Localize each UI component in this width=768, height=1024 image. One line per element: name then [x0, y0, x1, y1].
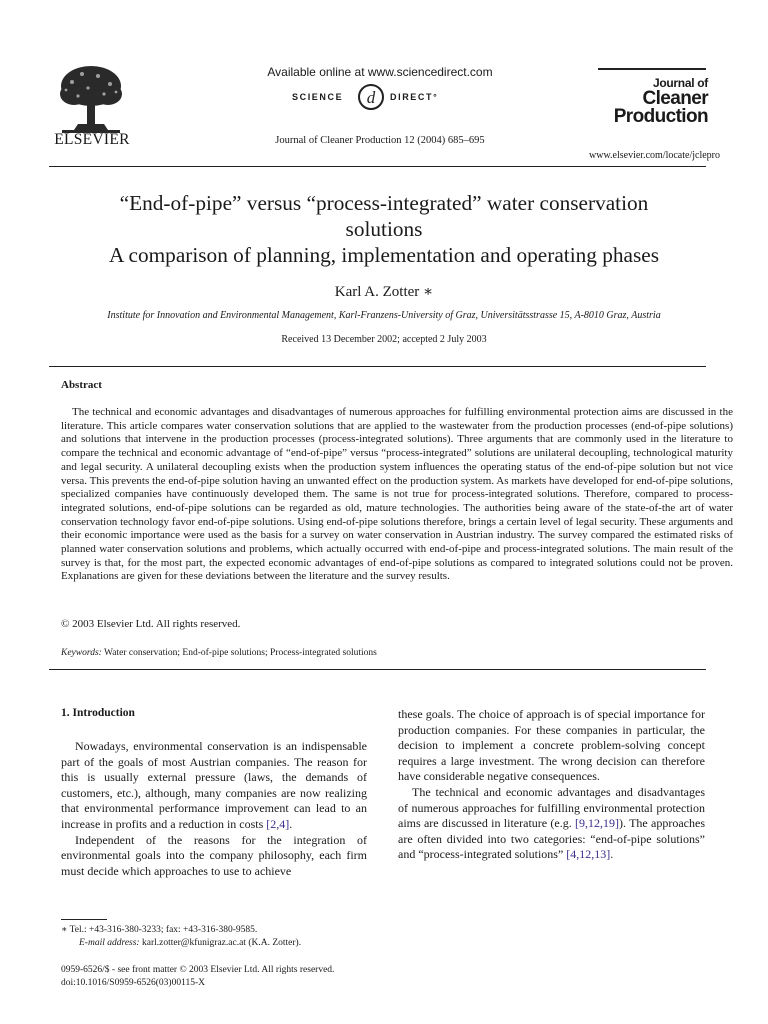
direct-word: DIRECT°	[390, 92, 439, 102]
author-name: Karl A. Zotter ∗	[334, 284, 434, 300]
journal-logo-rule	[598, 68, 706, 70]
intro-p3-text-c: .	[610, 847, 614, 862]
journal-logo-line-2: Cleaner	[642, 87, 708, 109]
footnote-tel-fax: ∗ Tel.: +43-316-380-3233; fax: +43-316-380-9585.	[61, 925, 258, 935]
email-label: E-mail address:	[79, 938, 140, 949]
header-divider	[49, 166, 706, 167]
journal-url-link[interactable]: www.elsevier.com/locate/jclepro	[589, 150, 720, 161]
author-footnote	[61, 924, 301, 950]
journal-logo	[596, 78, 708, 127]
right-column	[398, 707, 705, 863]
left-column	[61, 739, 367, 879]
intro-paragraph-2-continued: these goals. The choice of approach is of special importance for production companies. For these companies in particular, the decision to implement a concrete problem-solving concept requires a large investment. The wrong decision can therefore have considerable negative consequences.	[398, 707, 705, 784]
journal-logo-line-3: Production	[613, 106, 708, 128]
issn-copyright: 0959-6526/$ - see front matter © 2003 Elsevier Ltd. All rights reserved.	[61, 965, 335, 975]
intro-p3-text-b: ). The approaches are often divided into two categories: “end-of-pipe solutions” and “process-integrated solutions”	[398, 816, 705, 862]
abstract-copyright: © 2003 Elsevier Ltd. All rights reserved.	[61, 618, 241, 630]
keywords	[61, 648, 377, 658]
received-dates: Received 13 December 2002; accepted 2 July 2003	[281, 334, 487, 345]
doi-link[interactable]: doi:10.1016/S0959-6526(03)00115-X	[61, 978, 205, 989]
footnote-rule	[61, 919, 107, 920]
abstract-body: The technical and economic advantages and disadvantages of numerous approaches for fulfilling environmental protection aims are discussed in the literature. This article compares water conservation solutions that are applied to the wastewater from the production processes (end-of-pipe solutions) and solutions that intervene in the production processes (process-integrated solutions). Three arguments that are commonly used in the literature to compare the technical and economic advantage of “end-of-pipe” versus “process-integrated” solutions are unilateral decoupling, technological maturity and legal security. A unilateral decoupling exists when the production system influences the operating status of the end-of-pipe solution but not vice versa. This prevents the end-of-pipe solution having an unwanted effect on the production system. As markets have developed for end-of-pipe solutions, specialized companies have continuously developed them. The same is not true for process-integrated solutions. Therefore, compared to process-integrated solutions, end-of-pipe solutions can be regarded as old, mature technologies. The authorities being aware of the state-of-the art of water conservation technology favor end-of-pipe solutions. Using end-of-pipe solutions therefore, brings a certain level of legal security. These arguments and their economic importance were used as the basis for a survey on water conservation in Austrian industry. The survey compared the estimated risks of planned water conservation solutions and problems, which actually occurred with end-of-pipe and process-integrated solutions. The main result of the survey is that, for the most part, the expected economic advantages of end-of-pipe solutions as compared to integrated solutions could not be proven. Explanations are given for these deviations between the literature and the survey results.	[61, 406, 733, 583]
title-divider	[49, 366, 706, 367]
title-line-3: A comparison of planning, implementation and operating phases	[108, 243, 660, 267]
journal-reference: Journal of Cleaner Production 12 (2004) 685–695	[275, 135, 485, 146]
article-title	[48, 190, 720, 268]
citation-link-4-12-13[interactable]: [4,12,13]	[566, 847, 611, 862]
available-online-text: Available online at www.sciencedirect.com	[267, 65, 493, 79]
abstract-heading: Abstract	[61, 379, 102, 391]
science-word: SCIENCE	[292, 92, 344, 102]
front-matter-info	[61, 964, 334, 990]
publisher-name: ELSEVIER	[54, 131, 130, 148]
title-line-2: solutions	[345, 217, 423, 241]
keywords-label: Keywords:	[61, 648, 102, 658]
intro-paragraph-3	[398, 785, 705, 863]
citation-link-9-12-19[interactable]: [9,12,19]	[575, 816, 620, 831]
intro-p1-end: .	[289, 816, 293, 831]
intro-paragraph-2: Independent of the reasons for the integration of environmental goals into the company philosophy, each firm must decide which approaches to use to achieve	[61, 832, 367, 878]
footnote-email-line	[61, 937, 301, 950]
title-line-1: “End-of-pipe” versus “process-integrated” water conservation	[119, 191, 649, 215]
keywords-text: Water conservation; End-of-pipe solutions; Process-integrated solutions	[104, 648, 377, 658]
abstract-divider	[49, 669, 706, 670]
email-address-link[interactable]: karl.zotter@kfunigraz.ac.at (K.A. Zotter).	[139, 938, 302, 949]
journal-logo-line-1: Journal of	[652, 76, 708, 90]
citation-link-2-4[interactable]: [2,4]	[266, 816, 290, 831]
svg-text:d: d	[366, 88, 376, 107]
sciencedirect-at-icon	[356, 82, 386, 112]
author-affiliation: Institute for Innovation and Environmental Management, Karl-Franzens-University of Graz, Universitätsstrasse 15, A-8010 Graz, Austria	[107, 310, 661, 321]
elsevier-tree-logo	[58, 64, 124, 134]
section-heading-introduction: 1. Introduction	[61, 707, 135, 719]
intro-p3-text-a: The technical and economic advantages and disadvantages of numerous approaches for fulfilling environmental protection aims are discussed in literature (e.g.	[398, 784, 705, 831]
intro-paragraph-1	[61, 739, 367, 833]
sciencedirect-logo	[220, 82, 540, 112]
intro-p1-text: Nowadays, environmental conservation is an indispensable part of the goals of most Austrian companies. The reason for this is usually external pressure (laws, the demands of customers, etc.), although, many companies are now realizing that environmental performance improvement can lead to an increase in profits and a reduction in costs	[61, 739, 367, 831]
